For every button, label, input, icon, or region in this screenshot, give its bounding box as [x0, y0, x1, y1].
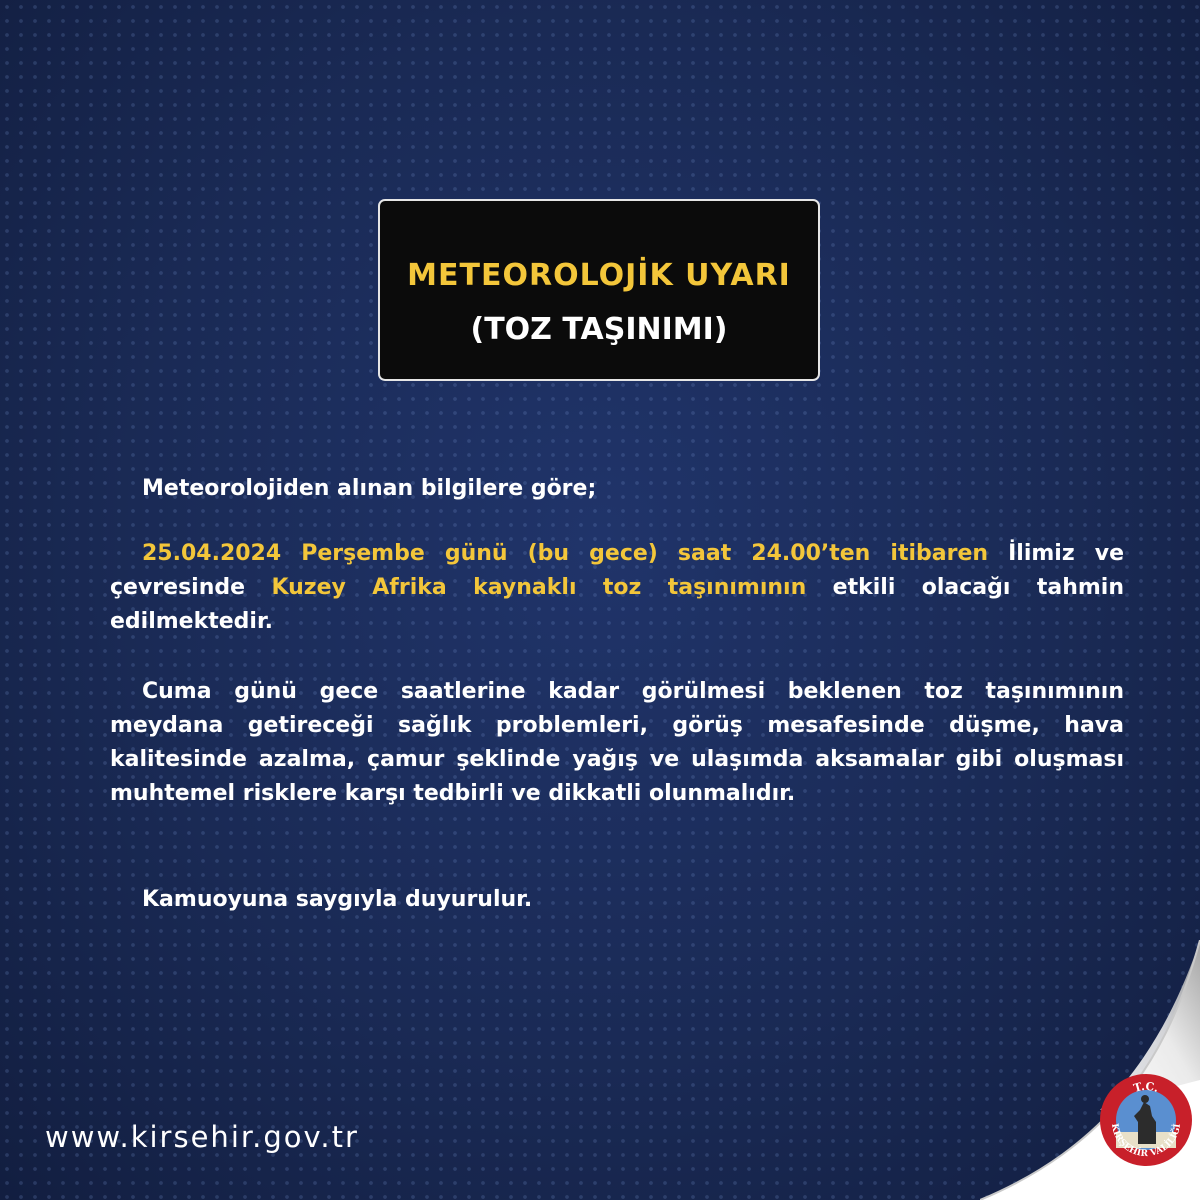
title-heading: METEOROLOJİK UYARI: [407, 258, 791, 293]
title-box: [378, 199, 820, 381]
seal-logo: [1098, 1072, 1194, 1168]
closing-paragraph: [110, 883, 1124, 917]
intro-text: Meteorolojiden alınan bilgilere göre;: [142, 476, 597, 501]
warning-source-text: Kuzey Afrika kaynaklı toz taşınımının: [271, 575, 807, 600]
seal-top-text: T.C.: [1132, 1079, 1161, 1095]
warning-paragraph: [110, 537, 1124, 639]
warning-forecast-text: etkili olacağı tahmin edilmektedir.: [110, 575, 1125, 634]
intro-paragraph: [110, 472, 1124, 506]
details-paragraph: [110, 675, 1124, 811]
website-link[interactable]: www.kirsehir.gov.tr: [45, 1120, 359, 1154]
warning-location-text: İlimiz ve çevresinde: [110, 541, 1124, 600]
warning-date-text: 25.04.2024 Perşembe günü (bu gece) saat 24.00’ten itibaren: [142, 541, 989, 566]
seal-bottom-text: KIRŞEHİR VALİLİĞİ: [1108, 1122, 1183, 1160]
details-text: Cuma günü gece saatlerine kadar görülmesi beklenen toz taşınımının meydana getireceği sağlık problemleri, görüş mesafesinde düşme, hava kalitesinde azalma, çamur şeklinde yağış ve ulaşımda aksamalar gibi oluşması muhtemel risklere karşı tedbirli ve dikkatli olunmalıdır.: [110, 679, 1124, 806]
closing-text: Kamuoyuna saygıyla duyurulur.: [142, 887, 533, 912]
title-subheading: (TOZ TAŞINIMI): [470, 312, 728, 347]
